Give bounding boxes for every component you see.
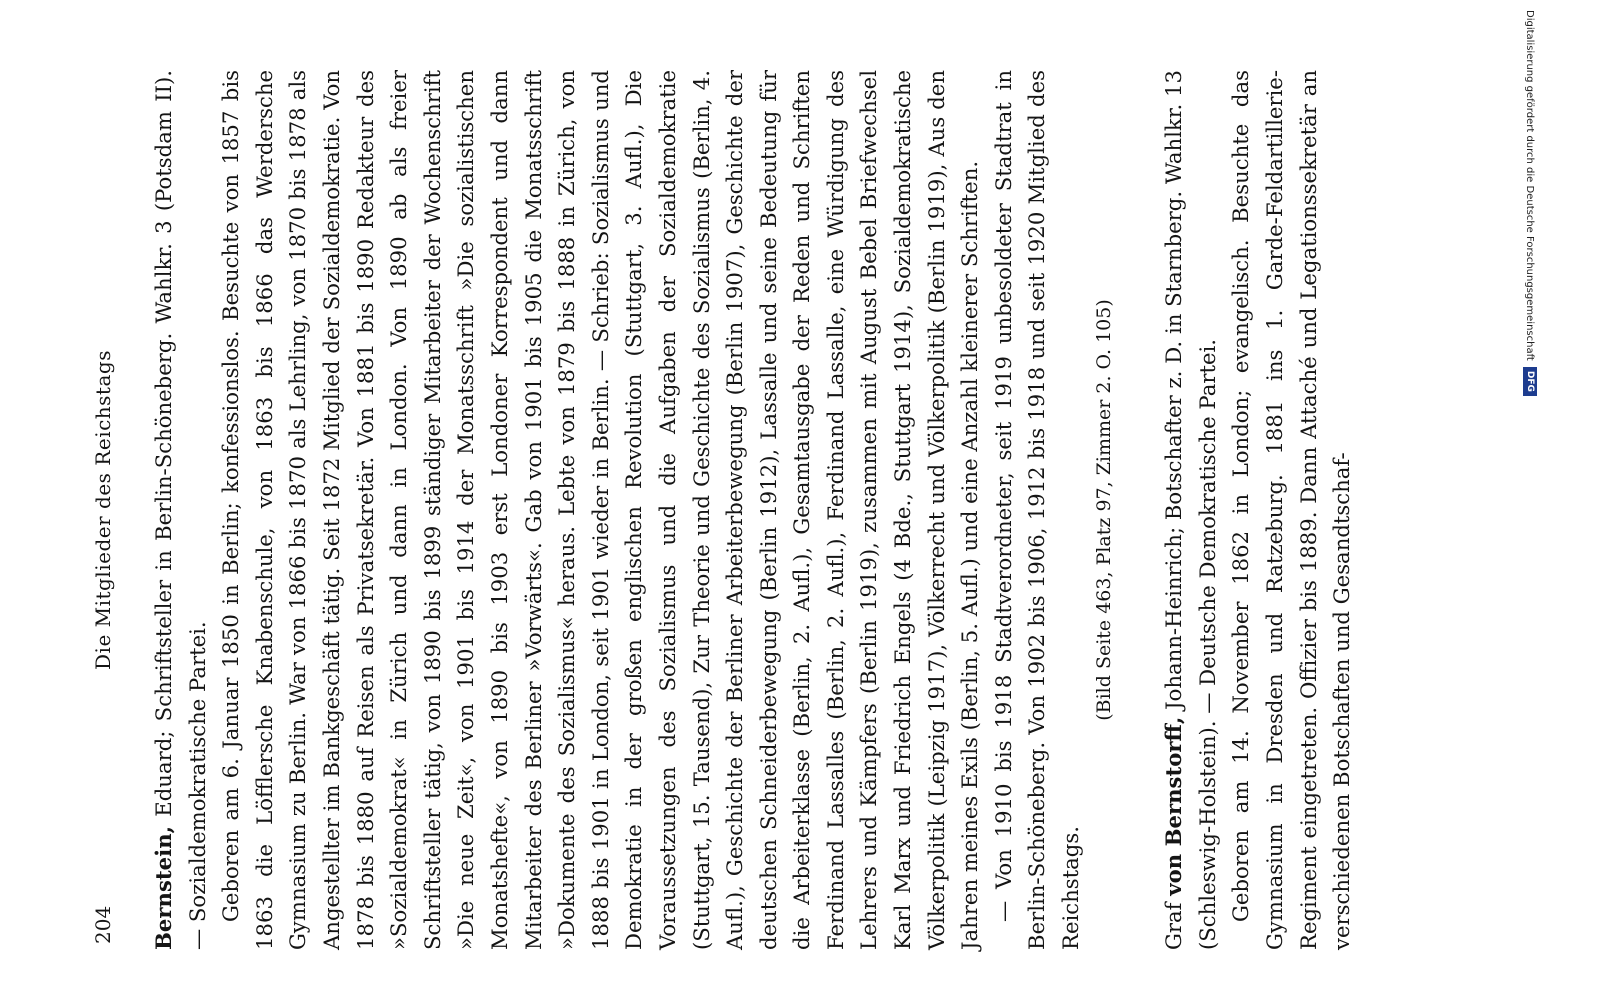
- member-title: Graf: [1161, 895, 1187, 950]
- dfg-logo: DFG: [1523, 367, 1537, 396]
- digitization-note-text: Digitalisierung gefördert durch die Deutsche Forschungsgemeinschaft: [1524, 10, 1535, 361]
- page-body: [147, 70, 1359, 950]
- page-number: 204: [91, 905, 115, 944]
- digitization-note: [1523, 10, 1537, 630]
- member-intro: Eduard; Schriftsteller in Berlin-Schöneberg. Wahlkr. 3 (Potsdam II). — Sozialdemokratische Partei.: [151, 70, 210, 950]
- page-header: [85, 70, 121, 950]
- entry-heading: [147, 70, 214, 950]
- picture-reference: (Bild Seite 463, Platz 97, Zimmer 2. O. 105): [1092, 299, 1115, 721]
- biography-paragraph: Geboren am 6. Januar 1850 in Berlin; konfessionslos. Besuchte von 1857 bis 1863 die Löfflersche Knabenschule, von 1863 bis 1866 das Werdersche Gymnasium zu Berlin. War von 1866 bis 1870 als Lehrling, von 1870 bis 1878 als Angestellter im Bankgeschäft tätig. Seit 1872 Mitglied der Sozialdemokratie. Von 1878 bis 1880 auf Reisen als Privatsekretär. Von 1881 bis 1890 Redakteur des »Sozialdemokrat« in Zürich und dann in London. Von 1890 ab als freier Schriftsteller tätig, von 1890 bis 1899 ständiger Mitarbeiter der Wochenschrift »Die neue Zeit«, von 1901 bis 1914 der Monatsschrift »Die sozialistischen Monatshefte«, von 1890 bis 1903 erst Londoner Korrespondent und dann Mitarbeiter des Berliner »Vorwärts«. Gab von 1901 bis 1905 die Monatsschrift »Dokumente des Sozialismus« heraus. Lebte von 1879 bis 1888 in Zürich, von 1888 bis 1901 in London, seit 1901 wieder in Berlin. — Schrieb: Sozialismus und Demokratie in der großen englischen Revolution (Stuttgart, 3. Aufl.), Die Voraussetzungen des Sozialismus und die Aufgaben der Sozialdemokratie (Stuttgart, 15. Tausend), Zur Theorie und Geschichte des Sozialismus (Berlin, 4. Aufl.), Geschichte der Berliner Arbeiterbewegung (Berlin 1907), Geschichte der deutschen Schneiderbewegung (Berlin 1912), Lassalle und seine Bedeutung für die Arbeiterklasse (Berlin, 2. Aufl.), Gesamtausgabe der Reden und Schriften Ferdinand Lassalles (Berlin, 2. Aufl.), Ferdinand Lassalle, eine Würdigung des Lehrers und Kämpfers (Berlin 1919), zusammen mit August Bebel Briefwechsel Karl Marx und Friedrich Engels (4 Bde., Stuttgart 1914), Sozialdemokratische Völkerpolitik (Leipzig 1917), Völkerrecht und Völkerpolitik (Berlin 1919), Aus den Jahren meines Exils (Berlin, 5. Aufl.) und eine Anzahl kleinerer Schriften.: [218, 70, 983, 950]
- biography-paragraph: — Von 1910 bis 1918 Stadtverordneter, seit 1919 unbesoldeter Stadtrat in Berlin-Schöneberg. Von 1902 bis 1906, 1912 bis 1918 und seit 1920 Mitglied des Reichstags.: [990, 70, 1084, 950]
- running-title: Die Mitglieder des Reichstags: [91, 350, 115, 670]
- biography-paragraph: Geboren am 14. November 1862 in London; evangelisch. Besuchte das Gymnasium in Dresden und Ratzeburg. 1881 ins 1. Garde-Feldartillerie-Regiment eingetreten. Offizier bis 1889. Dann Attaché und Legationssekretär an verschiedenen Botschaften und Gesandtschaf-: [1228, 70, 1355, 950]
- member-name: von Bernstorff,: [1161, 716, 1187, 896]
- member-intro: Johann-Heinrich; Botschafter z. D. in Starnberg. Wahlkr. 13 (Schleswig-Holstein). — Deutsche Demokratische Partei.: [1161, 70, 1220, 950]
- member-name: Bernstein,: [151, 826, 176, 950]
- rotated-content: [85, 70, 1485, 950]
- entry-heading: [1157, 70, 1224, 950]
